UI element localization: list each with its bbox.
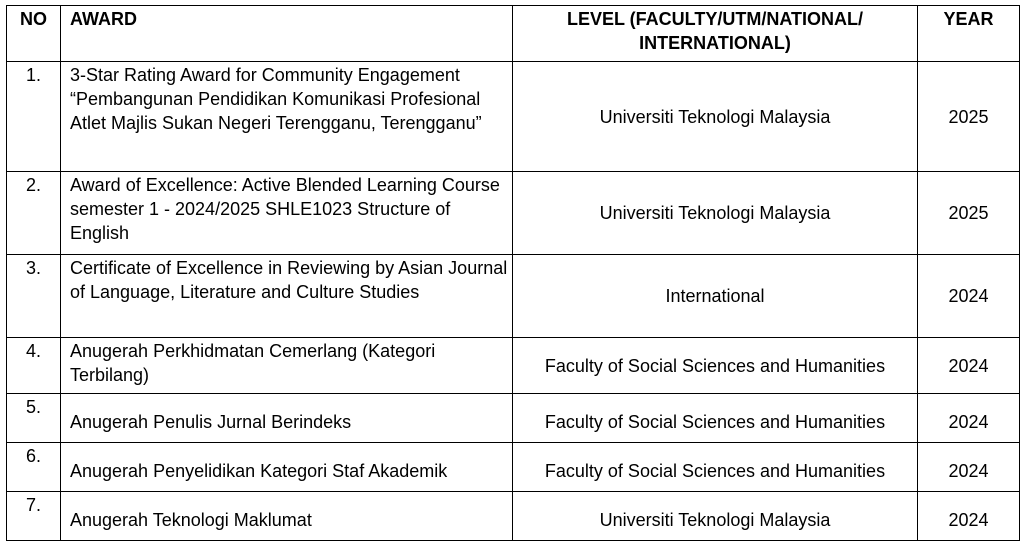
cell-year: 2024 — [918, 443, 1020, 492]
cell-year: 2024 — [918, 394, 1020, 443]
header-level: LEVEL (FACULTY/UTM/NATIONAL/ INTERNATIONAL) — [513, 6, 918, 62]
cell-award: Award of Excellence: Active Blended Learning Course semester 1 - 2024/2025 SHLE1023 Structure of English — [61, 172, 513, 255]
cell-no: 2. — [7, 172, 61, 255]
header-year: YEAR — [918, 6, 1020, 62]
cell-no: 1. — [7, 62, 61, 172]
table-row — [7, 172, 1020, 255]
header-award: AWARD — [61, 6, 513, 62]
awards-table — [6, 5, 1020, 541]
cell-level: Universiti Teknologi Malaysia — [513, 172, 918, 255]
cell-level: Faculty of Social Sciences and Humanities — [513, 338, 918, 394]
cell-year: 2024 — [918, 338, 1020, 394]
cell-year: 2025 — [918, 172, 1020, 255]
cell-award: 3-Star Rating Award for Community Engagement “Pembangunan Pendidikan Komunikasi Profesional Atlet Majlis Sukan Negeri Terengganu, Terengganu” — [61, 62, 513, 172]
table-row — [7, 492, 1020, 541]
cell-award: Anugerah Perkhidmatan Cemerlang (Kategori Terbilang) — [61, 338, 513, 394]
cell-year: 2024 — [918, 492, 1020, 541]
cell-no: 7. — [7, 492, 61, 541]
header-no: NO — [7, 6, 61, 62]
table-row — [7, 394, 1020, 443]
table-header-row — [7, 6, 1020, 62]
cell-award: Certificate of Excellence in Reviewing by Asian Journal of Language, Literature and Culture Studies — [61, 255, 513, 338]
cell-no: 6. — [7, 443, 61, 492]
cell-level: International — [513, 255, 918, 338]
cell-level: Faculty of Social Sciences and Humanities — [513, 443, 918, 492]
cell-no: 5. — [7, 394, 61, 443]
cell-level: Faculty of Social Sciences and Humanities — [513, 394, 918, 443]
cell-award: Anugerah Penyelidikan Kategori Staf Akademik — [61, 443, 513, 492]
table-row — [7, 338, 1020, 394]
cell-year: 2025 — [918, 62, 1020, 172]
awards-table-container — [6, 5, 1020, 541]
cell-level: Universiti Teknologi Malaysia — [513, 62, 918, 172]
table-row — [7, 62, 1020, 172]
cell-award: Anugerah Teknologi Maklumat — [61, 492, 513, 541]
table-row — [7, 255, 1020, 338]
cell-year: 2024 — [918, 255, 1020, 338]
cell-level: Universiti Teknologi Malaysia — [513, 492, 918, 541]
cell-no: 4. — [7, 338, 61, 394]
cell-no: 3. — [7, 255, 61, 338]
cell-award: Anugerah Penulis Jurnal Berindeks — [61, 394, 513, 443]
table-row — [7, 443, 1020, 492]
